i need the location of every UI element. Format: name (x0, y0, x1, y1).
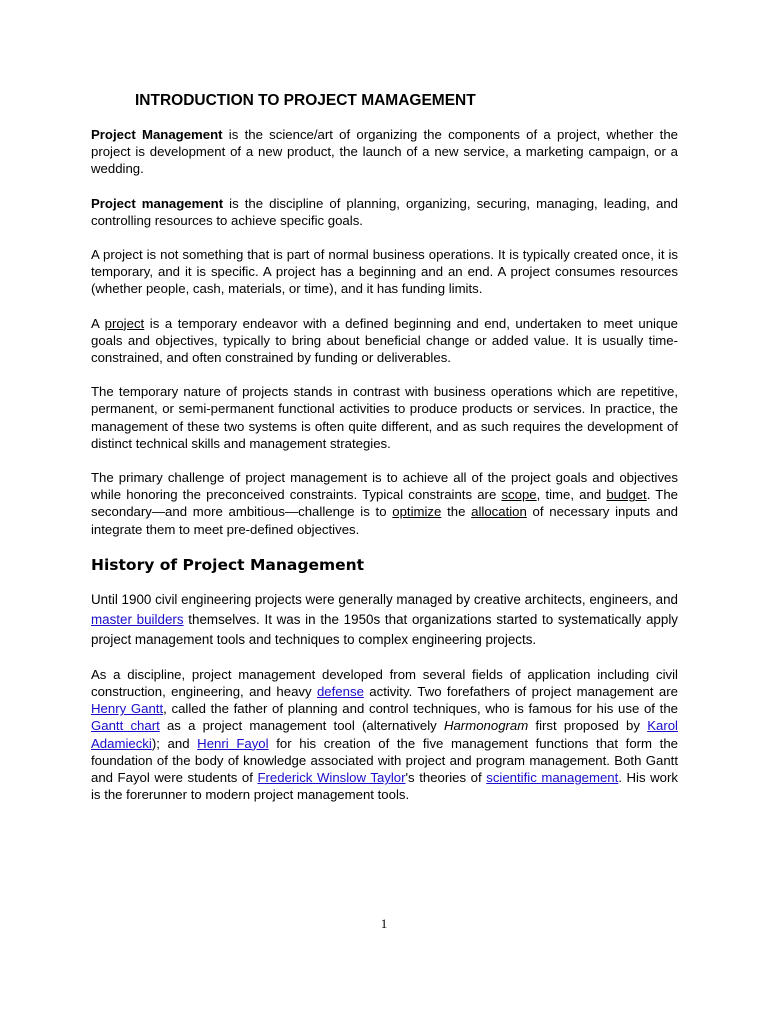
link-henri-fayol[interactable]: Henri Fayol (197, 735, 269, 751)
paragraph-primary-challenge: The primary challenge of project management is to achieve all of the project goals and objectives while honoring the preconceived constraints. Typical constraints are scope, time, and budget. The secondary—and more ambitious—challenge is to optimize the allocation of necessary inputs and integrate them to meet pre-defined objectives. (91, 470, 678, 537)
bold-term: Project Management (91, 127, 223, 142)
link-karol-adamiecki[interactable]: Karol Adamiecki (91, 718, 678, 751)
italic-term: Harmonogram (443, 718, 529, 734)
section-heading-history: History of Project Management (91, 555, 365, 574)
page-content (91, 92, 678, 820)
paragraph-temporary-nature: The temporary nature of projects stands in contrast with business operations which are repetitive, permanent, or semi-permanent functional activities to produce products or services. In practice, the management of these two systems is often quite different, and as such requires the development of distinct technical skills and management strategies. (91, 384, 678, 451)
link-henry-gantt[interactable]: Henry Gantt (91, 701, 164, 717)
paragraph-project-definition: A project is a temporary endeavor with a defined beginning and end, undertaken to meet unique goals and objectives, typically to bring about beneficial change or added value. It is usually time-constrained, and often constrained by funding or deliverables. (91, 315, 678, 366)
link-scope[interactable]: scope (501, 487, 537, 503)
link-master-builders[interactable]: master builders (91, 611, 184, 627)
paragraph-history-1: Until 1900 civil engineering projects were generally managed by creative architects, engineers, and master builders themselves. It was in the 1950s that organizations started to systematically apply project management tools and techniques to complex engineering projects. (91, 591, 678, 647)
bold-term: Project management (91, 195, 224, 211)
link-defense[interactable]: defense (316, 684, 364, 700)
link-optimize[interactable]: optimize (392, 504, 442, 520)
paragraph-definition-1: Project Management is the science/art of organizing the components of a project, whether the project is development of a new product, the launch of a new service, a marketing campaign, or a wedding. (91, 127, 678, 177)
page-title: INTRODUCTION TO PROJECT MAMAGEMENT (135, 92, 476, 109)
link-allocation[interactable]: allocation (471, 504, 527, 520)
page-number: 1 (380, 916, 388, 931)
link-frederick-taylor[interactable]: Frederick Winslow Taylor (257, 770, 406, 786)
paragraph-project-nature: A project is not something that is part of normal business operations. It is typically created once, it is temporary, and it is specific. A project has a beginning and an end. A project consumes resources (whether people, cash, materials, or time), and it has funding limits. (91, 247, 678, 297)
link-scientific-management[interactable]: scientific management (486, 770, 619, 786)
paragraph-definition-2: Project management is the discipline of planning, organizing, securing, managing, leading, and controlling resources to achieve specific goals. (91, 195, 679, 228)
link-budget[interactable]: budget (606, 487, 647, 503)
paragraph-history-2: As a discipline, project management developed from several fields of application including civil construction, engineering, and heavy defense activity. Two forefathers of project management are Henry Gantt, called the father of planning and control techniques, who is famous for his use of the Gantt chart as a project management tool (alternatively Harmonogram first proposed by Karol Adamiecki); and Henri Fayol for his creation of the five management functions that form the foundation of the body of knowledge associated with project and program management. Both Gantt and Fayol were students of Frederick Winslow Taylor's theories of scientific management. His work is the forerunner to modern project management tools. (91, 666, 679, 803)
link-project[interactable]: project (104, 315, 145, 331)
link-gantt-chart[interactable]: Gantt chart (91, 718, 160, 734)
